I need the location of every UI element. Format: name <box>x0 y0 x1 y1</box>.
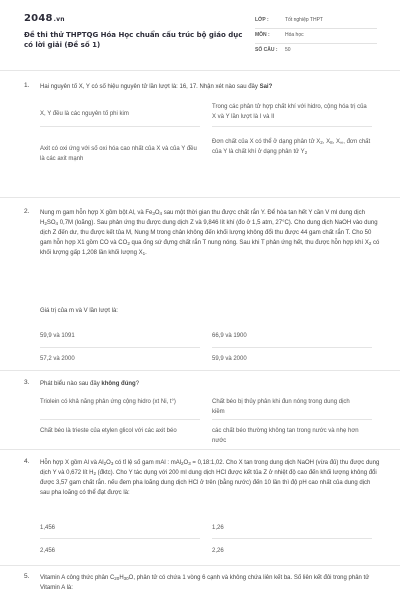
option-c[interactable]: Chất béo là trieste của etylen glicol với các axit béo <box>40 428 177 434</box>
option-separator <box>212 419 372 420</box>
option-separator <box>40 126 200 127</box>
divider <box>0 370 400 371</box>
question-text <box>40 379 380 389</box>
question-number: 3. <box>24 379 30 386</box>
question-text: Hỗn hợp X gồm Al và $Al_2O_3$ có tỉ lệ số gam mAl : $mAl_2O_3$ = 0,18:1,02. Cho X tan trong dung dịch NaOH (vừa đủ) thu được dung dịch Y và 0,672 lít $H_2$ (đktc). Cho Y tác dụng với 200 ml dung dịch HCl được kết tủa Z ở nhiệt độ cao đến khối lượng không đổi được 3,57 gam chất rắn. nếu đem pha loãng dung dịch HCl ở trên (bằng nước) đến 10 lần thì độ pH cao nhất của dung dịch sau pha loãng có thể đạt được là: <box>40 460 380 496</box>
question-text: Vitamin A công thức phân $C_{20}H_{30}O$, phân tử có chứa 1 vòng 6 cạnh và không chứa liên kết ba. Số liên kết đôi trong phân tử Vitamin A là: <box>40 575 370 591</box>
divider <box>0 449 400 450</box>
question-number: 4. <box>24 458 30 465</box>
option-separator <box>40 347 200 348</box>
option-a[interactable]: X, Y đều là các nguyên tố phi kim <box>40 111 129 117</box>
question-number: 2. <box>24 208 30 215</box>
question-text-part: ? <box>135 381 140 387</box>
meta-label: SỐ CÂU : <box>255 47 278 53</box>
option-separator <box>212 126 372 127</box>
divider <box>0 197 400 198</box>
option-d[interactable]: 2,26 <box>212 548 224 554</box>
option-d[interactable]: Đơn chất của X có thể ở dạng phân tử $X_2$, $X_8$, $X_\infty$, đơn chất của Y là chất khí ở dạng phân tử $Y_2$ <box>212 139 371 155</box>
option-a[interactable]: Triolein có khả năng phản ứng cộng hidro (xt Ni, t°) <box>40 399 176 405</box>
option-d[interactable]: 59,9 và 2000 <box>212 356 247 362</box>
question-text-part: Hai nguyên tố X, Y có số hiệu nguyên tử lần lượt là: 16, 17. Nhận xét nào sau đây <box>40 84 260 90</box>
option-a[interactable]: 59,9 và 1091 <box>40 333 75 339</box>
option-b[interactable]: 66,9 và 1900 <box>212 333 247 339</box>
option-b[interactable]: Trong các phân tử hợp chất khí với hidro, cộng hóa trị của X và Y lần lượt là I và II <box>212 104 367 120</box>
option-separator <box>212 538 372 539</box>
divider <box>0 565 400 566</box>
option-separator <box>40 419 200 420</box>
option-separator <box>212 347 372 348</box>
question-number: 5. <box>24 573 30 580</box>
divider <box>0 70 400 71</box>
question-emphasis: Sai? <box>259 84 273 90</box>
question-text-part: Phát biểu nào sau đây <box>40 381 102 387</box>
logo-tld: .vn <box>53 16 65 23</box>
option-c[interactable]: 2,456 <box>40 548 56 554</box>
logo-text: 2048 <box>24 13 53 24</box>
option-b[interactable]: Chất béo bị thủy phân khi đun nóng trong dung dịch kiềm <box>212 399 350 415</box>
meta-value: 50 <box>285 47 291 53</box>
option-c[interactable]: Axit có oxi ứng với số oxi hóa cao nhất của X và của Y đều là các axit mạnh <box>40 146 197 162</box>
option-b[interactable]: 1,26 <box>212 525 224 531</box>
meta-row-count <box>255 44 377 58</box>
question-emphasis: không đúng <box>101 381 136 387</box>
meta-label: LỚP : <box>255 17 269 23</box>
page-title: Đề thi thử THPTQG Hóa Học chuẩn cấu trúc bộ giáo dục có lời giải (Đề số 1) <box>24 31 243 49</box>
question-text: Nung m gam hỗn hợp X gồm bột Al, và $Fe_3O_4$ sau một thời gian thu được chất rắn Y. Để hòa tan hết Y cần V ml dung dịch $H_2SO_4$ 0,7M (loãng). Sau phản ứng thu được dung dịch Z và 9,846 lít khí (đo ở 1,5 atm, 27°C). Cho dung dịch NaOH vào dung dịch Z đến dư, thu được kết tủa M, Nung M trong chân không đến khối lượng không đổi thu được 44 gam chất rắn T. Cho 50 gam hỗn hợp X1 gồm CO và $CO_2$ qua ống sứ đựng chất rắn T nung nóng. Sau khi T phản ứng hết, thu được hỗn hợp khí $X_2$ có khối lượng gấp 1,208 lần khối lượng $X_1$. <box>40 210 380 256</box>
option-a[interactable]: 1,456 <box>40 525 56 531</box>
exam-meta <box>255 14 377 58</box>
question-text <box>40 82 380 92</box>
question-subtext: Giá trị của m và V lần lượt là: <box>40 308 118 314</box>
meta-value: Hóa học <box>285 32 304 38</box>
option-d[interactable]: các chất béo thường không tan trong nước và nhẹ hơn nước <box>212 428 359 444</box>
question-number: 1. <box>24 82 30 89</box>
site-logo[interactable] <box>24 13 65 24</box>
meta-label: MÔN : <box>255 32 270 38</box>
meta-row-subject <box>255 29 377 44</box>
header <box>0 0 400 62</box>
meta-value: Tốt nghiệp THPT <box>285 17 323 23</box>
option-c[interactable]: 57,2 và 2000 <box>40 356 75 362</box>
meta-row-grade <box>255 14 377 29</box>
option-separator <box>40 538 200 539</box>
